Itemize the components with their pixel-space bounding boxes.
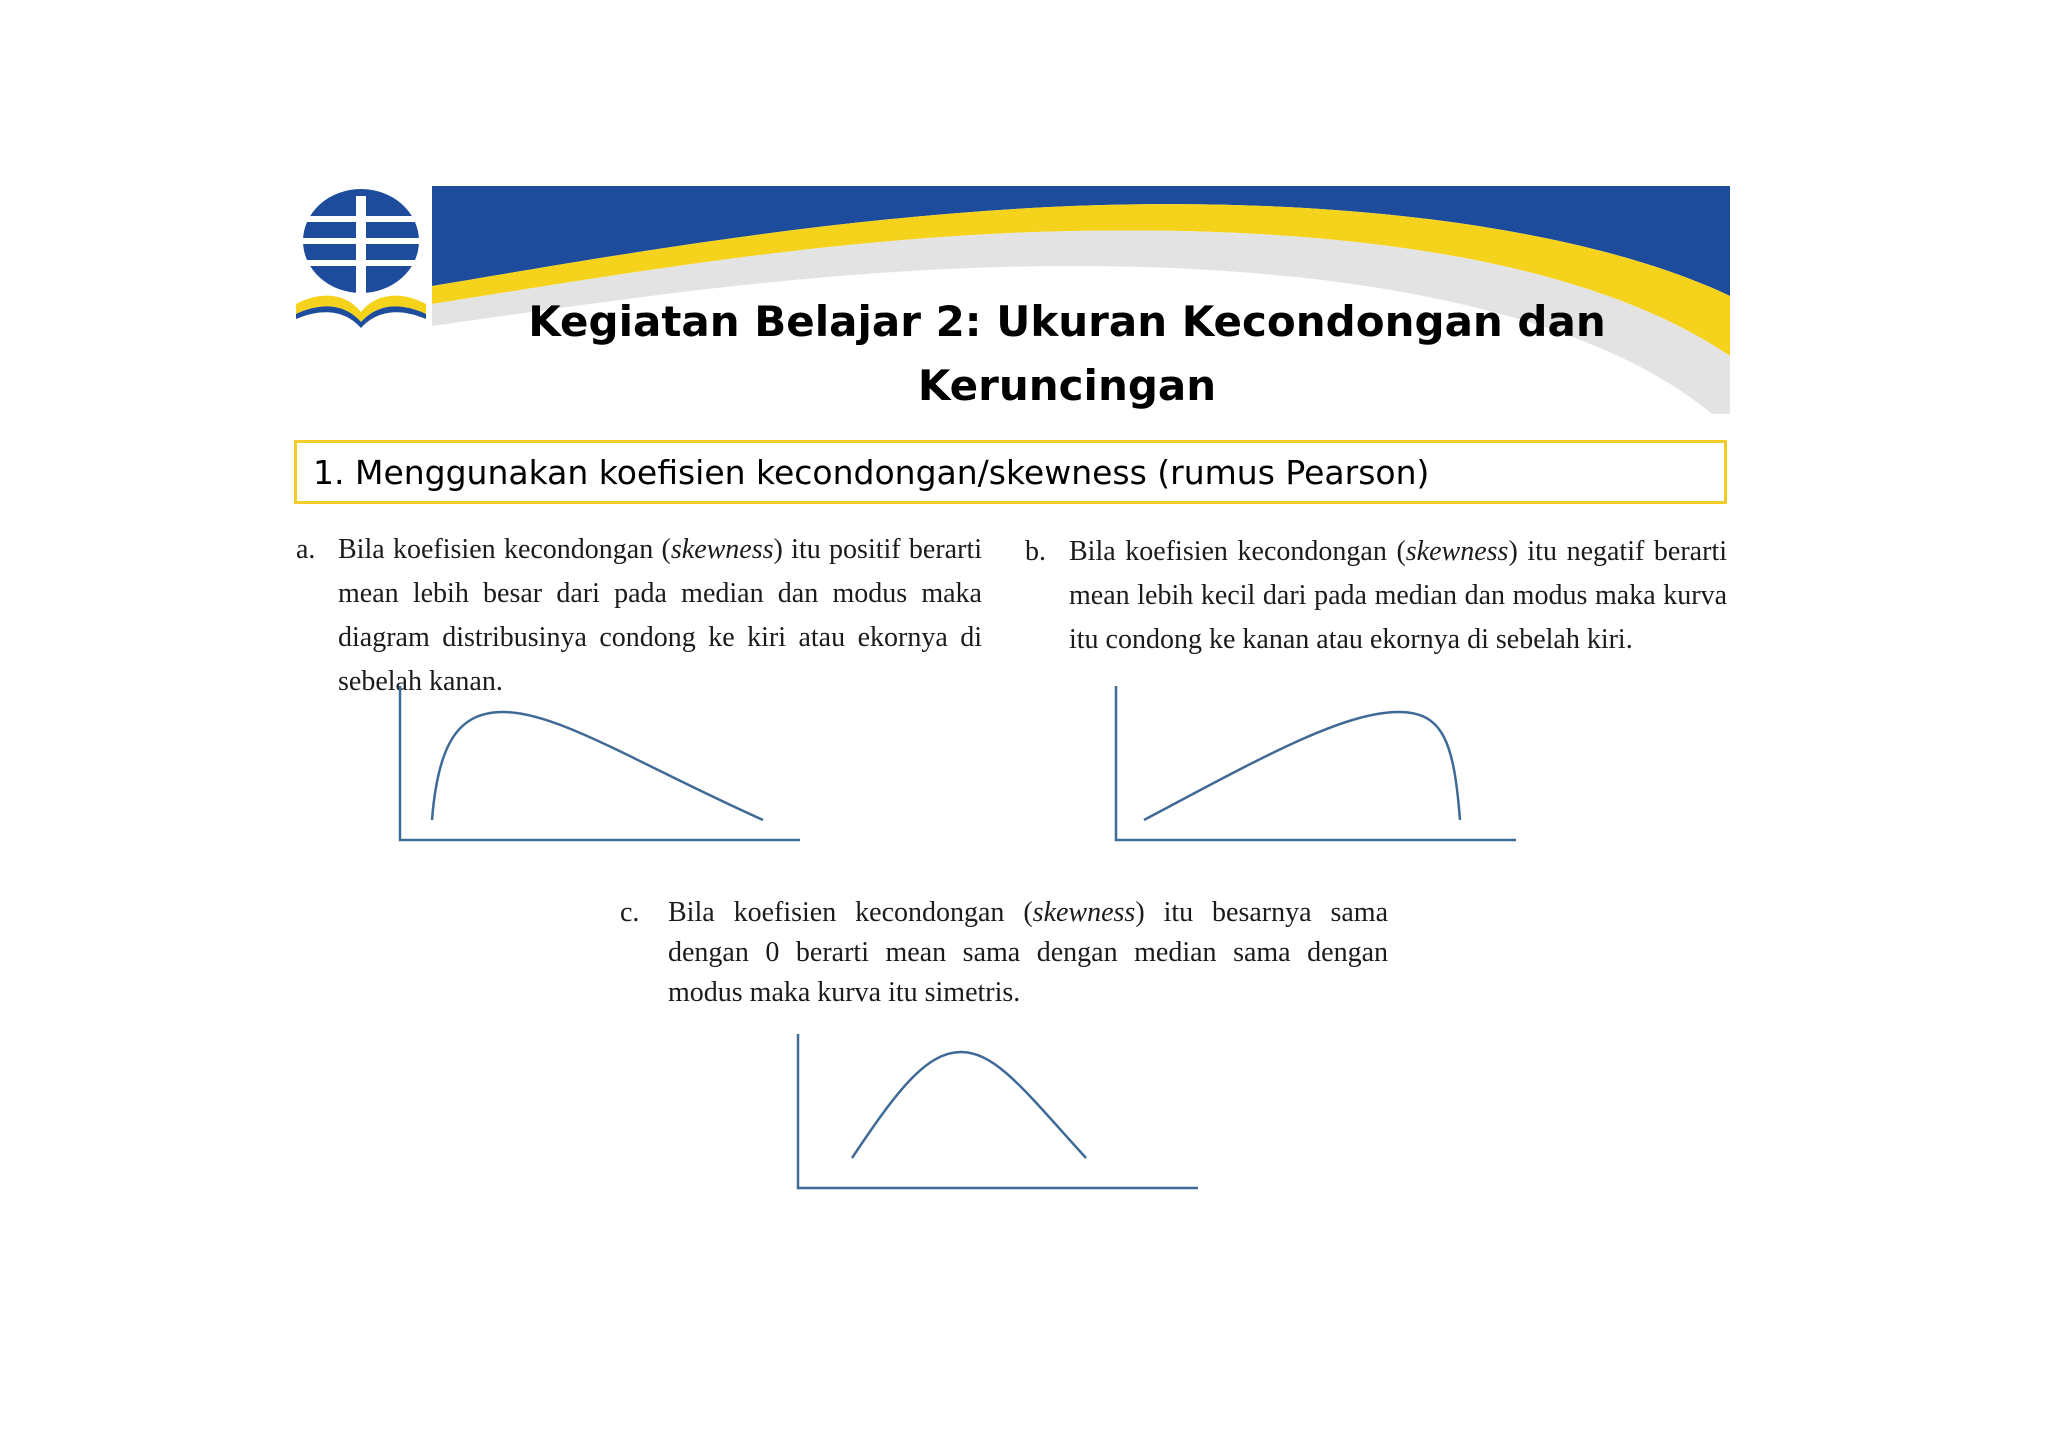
section-heading-box (294, 440, 1727, 504)
right-skewed-curve-diagram (398, 684, 802, 844)
left-skewed-curve (1144, 712, 1460, 820)
page-title (432, 290, 1702, 418)
item-b-text (1069, 530, 1727, 662)
item-a-italic: skewness (670, 534, 774, 565)
axes (1116, 686, 1516, 840)
item-b-text-end: ) itu negatif berarti mean lebih kecil dari pada median dan modus maka kurva itu condong ke kanan atau ekornya di sebelah kiri. (1069, 536, 1727, 655)
university-logo-icon (292, 186, 430, 328)
item-c-text-end: ) itu besarnya sama dengan 0 berarti mean sama dengan median sama dengan modus maka kurva itu simetris. (668, 897, 1389, 1008)
left-skewed-curve-diagram (1114, 684, 1518, 844)
item-c-marker: c. (620, 897, 640, 928)
section-heading: 1. Menggunakan koefisien kecondongan/skewness (rumus Pearson) (313, 453, 1430, 492)
axes (400, 686, 800, 840)
item-a-text-start: Bila koefisien kecondongan ( (338, 534, 671, 565)
item-b-text-start: Bila koefisien kecondongan ( (1069, 536, 1406, 567)
axes (798, 1034, 1198, 1188)
item-c-text-start: Bila koefisien kecondongan ( (668, 897, 1033, 928)
page-title-line1: Kegiatan Belajar 2: Ukuran Kecondongan dan (528, 297, 1606, 346)
right-skewed-curve (432, 712, 763, 820)
item-c (620, 893, 1388, 1013)
item-c-italic: skewness (1032, 897, 1136, 928)
page-title-line2: Keruncingan (917, 361, 1217, 410)
symmetric-curve (852, 1052, 1086, 1158)
item-b-italic: skewness (1405, 536, 1509, 567)
symmetric-curve-diagram (796, 1032, 1200, 1192)
item-a (296, 528, 982, 704)
item-b-marker: b. (1025, 536, 1046, 567)
item-a-text (338, 528, 982, 704)
item-a-text-end: ) itu positif berarti mean lebih besar dari pada median dan modus maka diagram distribusinya condong ke kiri atau ekornya di sebelah kanan. (338, 534, 982, 697)
item-a-marker: a. (296, 534, 316, 565)
item-c-text (668, 893, 1388, 1013)
item-b (1025, 530, 1727, 662)
